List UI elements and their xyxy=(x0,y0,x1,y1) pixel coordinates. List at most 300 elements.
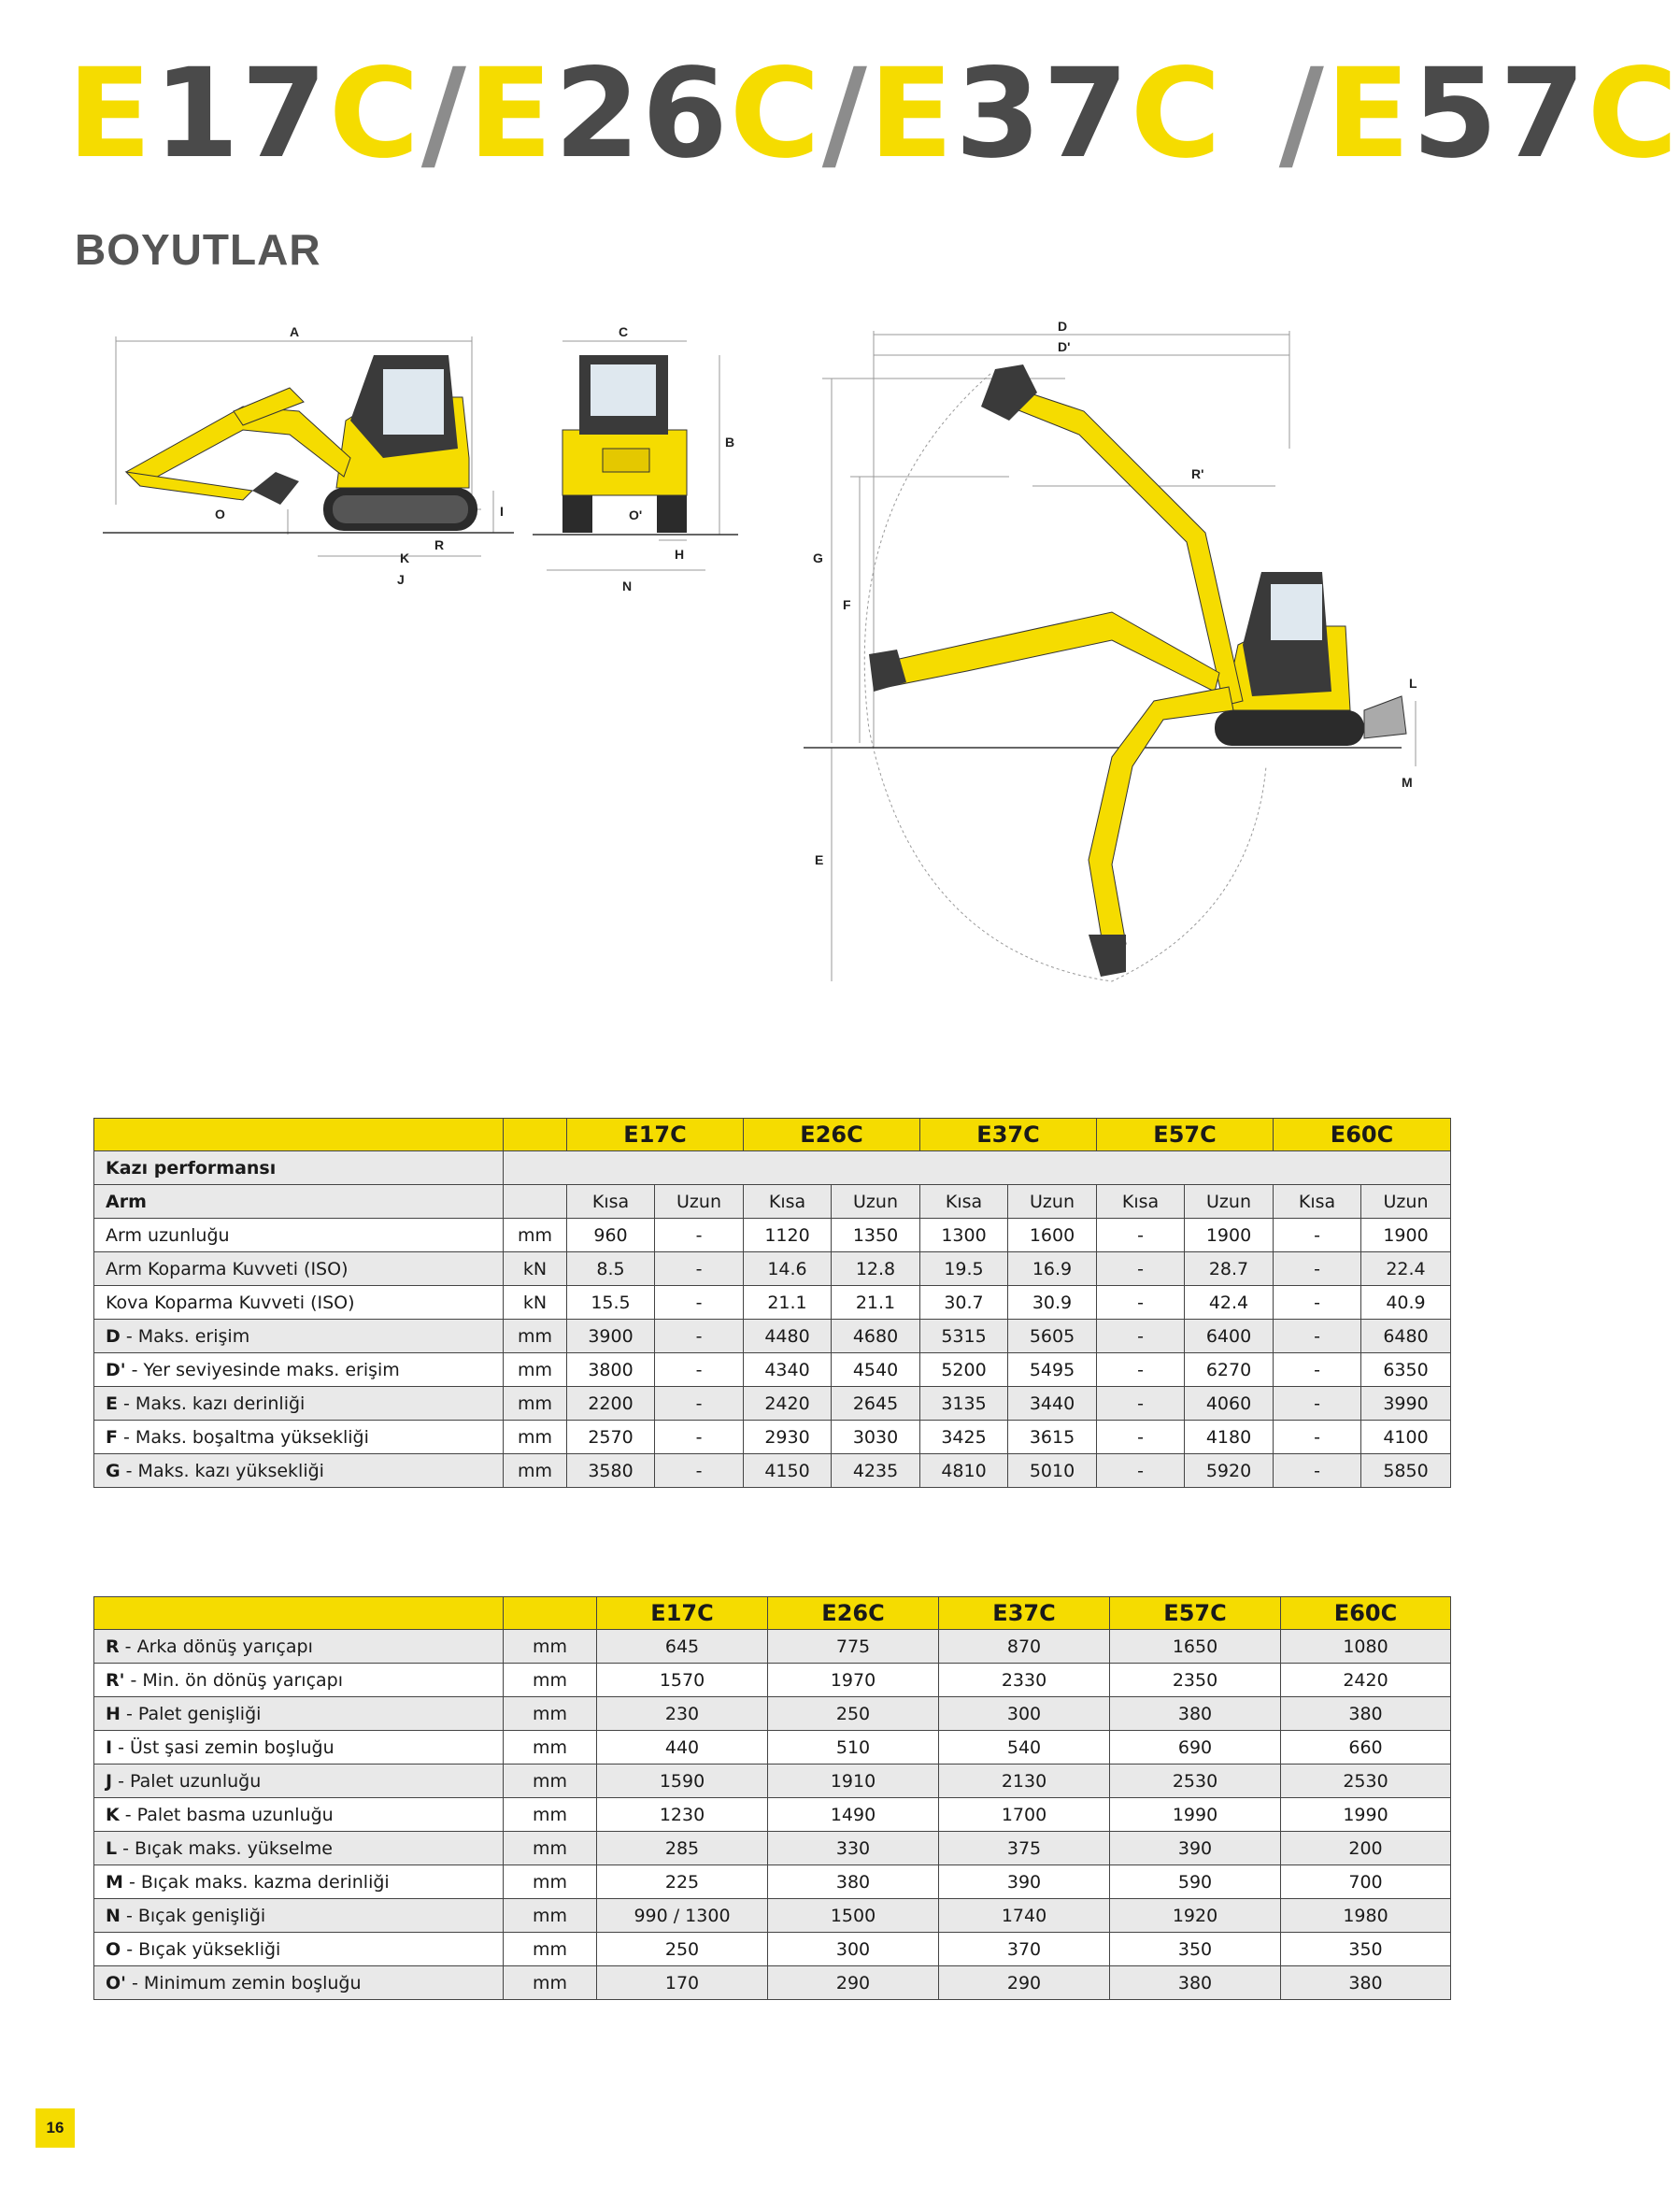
page-number: 16 xyxy=(36,2108,75,2148)
value-cell: 3440 xyxy=(1008,1387,1097,1421)
svg-text:N: N xyxy=(622,579,633,593)
row-label xyxy=(94,1219,504,1252)
row-label-text: - Palet basma uzunluğu xyxy=(119,1804,334,1825)
arm-label: Arm xyxy=(94,1185,504,1219)
svg-text:G: G xyxy=(813,550,823,565)
value-cell: 285 xyxy=(597,1832,768,1865)
group-empty-cell xyxy=(504,1151,1451,1185)
value-cell: 290 xyxy=(768,1966,939,2000)
value-cell: 3580 xyxy=(567,1454,655,1488)
header-empty-cell xyxy=(94,1119,504,1151)
title-part: 26 xyxy=(554,42,730,186)
value-cell: - xyxy=(655,1387,744,1421)
row-unit: mm xyxy=(504,1421,567,1454)
value-cell: 1590 xyxy=(597,1765,768,1798)
value-cell: - xyxy=(1274,1387,1361,1421)
value-cell: 1570 xyxy=(597,1664,768,1697)
value-cell: - xyxy=(1097,1454,1185,1488)
row-label xyxy=(94,1421,504,1454)
header-empty-cell xyxy=(504,1119,567,1151)
svg-text:M: M xyxy=(1402,775,1413,790)
value-cell: 4235 xyxy=(832,1454,920,1488)
model-header: E37C xyxy=(939,1597,1110,1630)
svg-text:J: J xyxy=(397,572,405,587)
value-cell: 2930 xyxy=(744,1421,832,1454)
value-cell: 230 xyxy=(597,1697,768,1731)
value-cell: 250 xyxy=(768,1697,939,1731)
model-header: E26C xyxy=(744,1119,920,1151)
row-unit: mm xyxy=(504,1219,567,1252)
value-cell: 4810 xyxy=(920,1454,1008,1488)
value-cell: 30.9 xyxy=(1008,1286,1097,1320)
row-unit: kN xyxy=(504,1286,567,1320)
title-part: C xyxy=(729,42,822,186)
value-cell: 15.5 xyxy=(567,1286,655,1320)
value-cell: - xyxy=(1097,1320,1185,1353)
value-cell: 350 xyxy=(1281,1933,1451,1966)
row-label-text: Arm uzunluğu xyxy=(106,1224,230,1246)
value-cell: 5495 xyxy=(1008,1353,1097,1387)
value-cell: - xyxy=(1274,1286,1361,1320)
value-cell: 380 xyxy=(1281,1697,1451,1731)
svg-text:K: K xyxy=(400,550,410,565)
table-row xyxy=(94,1252,1451,1286)
svg-text:D: D xyxy=(1058,319,1068,334)
value-cell: - xyxy=(655,1454,744,1488)
row-label-text: - Arka dönüş yarıçapı xyxy=(119,1636,313,1657)
model-header: E57C xyxy=(1110,1597,1281,1630)
title-part: 17 xyxy=(153,42,329,186)
row-label xyxy=(94,1630,504,1664)
arm-type-header: Uzun xyxy=(1185,1185,1274,1219)
row-label xyxy=(94,1933,504,1966)
value-cell: - xyxy=(655,1320,744,1353)
value-cell: 30.7 xyxy=(920,1286,1008,1320)
table-row xyxy=(94,1454,1451,1488)
row-label xyxy=(94,1865,504,1899)
value-cell: 870 xyxy=(939,1630,1110,1664)
row-label xyxy=(94,1798,504,1832)
value-cell: - xyxy=(1274,1219,1361,1252)
value-cell: 510 xyxy=(768,1731,939,1765)
table-row xyxy=(94,1286,1451,1320)
row-label-text: - Maks. boşaltma yüksekliği xyxy=(117,1426,369,1448)
value-cell: - xyxy=(655,1286,744,1320)
title-part: C xyxy=(1130,42,1223,186)
value-cell: 21.1 xyxy=(744,1286,832,1320)
svg-text:C: C xyxy=(619,324,629,339)
value-cell: - xyxy=(1274,1421,1361,1454)
table-row xyxy=(94,1966,1451,2000)
title-part: / xyxy=(1278,42,1326,186)
value-cell: 590 xyxy=(1110,1865,1281,1899)
row-unit: mm xyxy=(504,1697,597,1731)
row-label-text: - Maks. kazı yüksekliği xyxy=(120,1460,324,1481)
table-row xyxy=(94,1765,1451,1798)
row-label xyxy=(94,1353,504,1387)
value-cell: 225 xyxy=(597,1865,768,1899)
value-cell: 5850 xyxy=(1361,1454,1451,1488)
value-cell: 380 xyxy=(1110,1697,1281,1731)
row-label xyxy=(94,1454,504,1488)
arm-type-header: Kısa xyxy=(744,1185,832,1219)
title-part: 57 xyxy=(1412,42,1587,186)
value-cell: 990 / 1300 xyxy=(597,1899,768,1933)
value-cell: 1700 xyxy=(939,1798,1110,1832)
row-code: O xyxy=(106,1938,121,1960)
table-row xyxy=(94,1421,1451,1454)
arm-type-header: Kısa xyxy=(1274,1185,1361,1219)
title-part: C xyxy=(328,42,421,186)
value-cell: 290 xyxy=(939,1966,1110,2000)
value-cell: 1990 xyxy=(1110,1798,1281,1832)
model-header: E37C xyxy=(920,1119,1097,1151)
table-row xyxy=(94,1865,1451,1899)
value-cell: 3425 xyxy=(920,1421,1008,1454)
value-cell: 1650 xyxy=(1110,1630,1281,1664)
unit-empty-cell xyxy=(504,1185,567,1219)
model-header: E57C xyxy=(1097,1119,1274,1151)
value-cell: 380 xyxy=(768,1865,939,1899)
group-title: Kazı performansı xyxy=(94,1151,504,1185)
value-cell: - xyxy=(655,1421,744,1454)
group-row xyxy=(94,1151,1451,1185)
value-cell: 2570 xyxy=(567,1421,655,1454)
svg-text:B: B xyxy=(725,435,735,450)
value-cell: 2350 xyxy=(1110,1664,1281,1697)
value-cell: 1910 xyxy=(768,1765,939,1798)
value-cell: - xyxy=(1097,1421,1185,1454)
row-label-text: Arm Koparma Kuvveti (ISO) xyxy=(106,1258,349,1279)
row-label xyxy=(94,1966,504,2000)
row-label-text: - Palet genişliği xyxy=(120,1703,262,1724)
arm-type-row xyxy=(94,1185,1451,1219)
row-label-text: - Palet uzunluğu xyxy=(112,1770,262,1792)
value-cell: 1230 xyxy=(597,1798,768,1832)
table-row xyxy=(94,1387,1451,1421)
row-label xyxy=(94,1697,504,1731)
value-cell: 375 xyxy=(939,1832,1110,1865)
value-cell: 1080 xyxy=(1281,1630,1451,1664)
table-row xyxy=(94,1899,1451,1933)
row-label-text: - Bıçak maks. kazma derinliği xyxy=(122,1871,390,1893)
row-label-text: - Minimum zemin boşluğu xyxy=(125,1972,362,1993)
value-cell: 4100 xyxy=(1361,1421,1451,1454)
value-cell: 1500 xyxy=(768,1899,939,1933)
value-cell: - xyxy=(1097,1286,1185,1320)
value-cell: - xyxy=(1097,1219,1185,1252)
svg-text:I: I xyxy=(500,504,504,519)
value-cell: 2420 xyxy=(744,1387,832,1421)
value-cell: 5605 xyxy=(1008,1320,1097,1353)
model-header: E26C xyxy=(768,1597,939,1630)
value-cell: 2420 xyxy=(1281,1664,1451,1697)
row-label-text: - Maks. kazı derinliği xyxy=(117,1393,306,1414)
value-cell: 3800 xyxy=(567,1353,655,1387)
value-cell: 775 xyxy=(768,1630,939,1664)
value-cell: 380 xyxy=(1281,1966,1451,2000)
row-label-text: - Maks. erişim xyxy=(120,1325,250,1347)
value-cell: 12.8 xyxy=(832,1252,920,1286)
value-cell: 1900 xyxy=(1361,1219,1451,1252)
svg-text:R': R' xyxy=(1191,466,1204,481)
value-cell: 4340 xyxy=(744,1353,832,1387)
svg-text:D': D' xyxy=(1058,339,1071,354)
row-code: O' xyxy=(106,1972,126,1993)
value-cell: - xyxy=(655,1353,744,1387)
value-cell: 350 xyxy=(1110,1933,1281,1966)
row-unit: mm xyxy=(504,1865,597,1899)
table-row xyxy=(94,1630,1451,1664)
value-cell: 1600 xyxy=(1008,1219,1097,1252)
digging-performance-table xyxy=(93,1118,1451,1488)
value-cell: - xyxy=(1097,1252,1185,1286)
table-row xyxy=(94,1320,1451,1353)
svg-text:A: A xyxy=(290,324,300,339)
row-label-text: - Bıçak yüksekliği xyxy=(121,1938,281,1960)
value-cell: 200 xyxy=(1281,1832,1451,1865)
row-label xyxy=(94,1252,504,1286)
value-cell: 690 xyxy=(1110,1731,1281,1765)
value-cell: 1120 xyxy=(744,1219,832,1252)
row-unit: mm xyxy=(504,1353,567,1387)
svg-text:O: O xyxy=(215,507,225,521)
row-unit: mm xyxy=(504,1387,567,1421)
row-unit: mm xyxy=(504,1832,597,1865)
table-row xyxy=(94,1353,1451,1387)
row-unit: kN xyxy=(504,1252,567,1286)
value-cell: 4680 xyxy=(832,1320,920,1353)
row-label-text: Kova Koparma Kuvveti (ISO) xyxy=(106,1292,355,1313)
title-part: E xyxy=(1325,42,1413,186)
value-cell: 5315 xyxy=(920,1320,1008,1353)
value-cell: - xyxy=(1097,1353,1185,1387)
row-label-text: - Bıçak maks. yükselme xyxy=(117,1837,333,1859)
value-cell: 1970 xyxy=(768,1664,939,1697)
value-cell: 1900 xyxy=(1185,1219,1274,1252)
row-unit: mm xyxy=(504,1320,567,1353)
value-cell: 6270 xyxy=(1185,1353,1274,1387)
value-cell: 3135 xyxy=(920,1387,1008,1421)
value-cell: 40.9 xyxy=(1361,1286,1451,1320)
model-header: E60C xyxy=(1274,1119,1451,1151)
value-cell: - xyxy=(1097,1387,1185,1421)
value-cell: 2530 xyxy=(1281,1765,1451,1798)
row-code: I xyxy=(106,1736,113,1758)
value-cell: 300 xyxy=(768,1933,939,1966)
arm-type-header: Kısa xyxy=(920,1185,1008,1219)
value-cell: 42.4 xyxy=(1185,1286,1274,1320)
title-part: / xyxy=(420,42,468,186)
value-cell: 1490 xyxy=(768,1798,939,1832)
row-code: M xyxy=(106,1871,123,1893)
row-unit: mm xyxy=(504,1933,597,1966)
header-empty-cell xyxy=(94,1597,504,1630)
row-code: E xyxy=(106,1393,118,1414)
value-cell: - xyxy=(1274,1252,1361,1286)
row-code: G xyxy=(106,1460,121,1481)
value-cell: 540 xyxy=(939,1731,1110,1765)
svg-text:R: R xyxy=(434,537,445,552)
value-cell: 22.4 xyxy=(1361,1252,1451,1286)
value-cell: 250 xyxy=(597,1933,768,1966)
row-label xyxy=(94,1286,504,1320)
svg-text:H: H xyxy=(675,547,685,562)
svg-text:O': O' xyxy=(629,507,643,522)
title-part: 37 xyxy=(955,42,1131,186)
row-code: D xyxy=(106,1325,121,1347)
value-cell: 5200 xyxy=(920,1353,1008,1387)
arm-type-header: Uzun xyxy=(832,1185,920,1219)
title-part: E xyxy=(67,42,154,186)
arm-type-header: Kısa xyxy=(1097,1185,1185,1219)
title-part: C xyxy=(1587,42,1680,186)
row-code: D' xyxy=(106,1359,126,1380)
table-row xyxy=(94,1798,1451,1832)
value-cell: 645 xyxy=(597,1630,768,1664)
row-unit: mm xyxy=(504,1966,597,2000)
row-label xyxy=(94,1765,504,1798)
table-row xyxy=(94,1731,1451,1765)
row-label xyxy=(94,1664,504,1697)
row-label-text: - Yer seviyesinde maks. erişim xyxy=(125,1359,400,1380)
row-label xyxy=(94,1387,504,1421)
table-row xyxy=(94,1664,1451,1697)
value-cell: - xyxy=(655,1219,744,1252)
value-cell: 660 xyxy=(1281,1731,1451,1765)
dimensions-table xyxy=(93,1596,1451,2000)
value-cell: 170 xyxy=(597,1966,768,2000)
value-cell: 21.1 xyxy=(832,1286,920,1320)
row-code: J xyxy=(106,1770,113,1792)
table-row xyxy=(94,1832,1451,1865)
value-cell: 440 xyxy=(597,1731,768,1765)
value-cell: 19.5 xyxy=(920,1252,1008,1286)
row-code: H xyxy=(106,1703,121,1724)
row-unit: mm xyxy=(504,1630,597,1664)
row-unit: mm xyxy=(504,1664,597,1697)
row-unit: mm xyxy=(504,1899,597,1933)
model-header: E60C xyxy=(1281,1597,1451,1630)
header-empty-cell xyxy=(504,1597,597,1630)
row-unit: mm xyxy=(504,1731,597,1765)
arm-type-header: Kısa xyxy=(567,1185,655,1219)
title-part: / xyxy=(821,42,869,186)
table-row xyxy=(94,1219,1451,1252)
row-label-text: - Üst şasi zemin boşluğu xyxy=(112,1736,335,1758)
value-cell: 5920 xyxy=(1185,1454,1274,1488)
row-label xyxy=(94,1832,504,1865)
value-cell: 2130 xyxy=(939,1765,1110,1798)
row-unit: mm xyxy=(504,1765,597,1798)
value-cell: 3900 xyxy=(567,1320,655,1353)
value-cell: 1920 xyxy=(1110,1899,1281,1933)
row-code: R xyxy=(106,1636,120,1657)
arm-type-header: Uzun xyxy=(1008,1185,1097,1219)
value-cell: 2200 xyxy=(567,1387,655,1421)
value-cell: - xyxy=(655,1252,744,1286)
section-heading: BOYUTLAR xyxy=(75,225,321,274)
svg-text:F: F xyxy=(843,597,851,612)
value-cell: 3030 xyxy=(832,1421,920,1454)
value-cell: 1980 xyxy=(1281,1899,1451,1933)
row-code: R' xyxy=(106,1669,125,1691)
svg-text:L: L xyxy=(1409,676,1417,691)
arm-type-header: Uzun xyxy=(1361,1185,1451,1219)
value-cell: 3615 xyxy=(1008,1421,1097,1454)
value-cell: 370 xyxy=(939,1933,1110,1966)
svg-text:E: E xyxy=(815,852,824,867)
value-cell: 4540 xyxy=(832,1353,920,1387)
value-cell: 960 xyxy=(567,1219,655,1252)
model-header: E17C xyxy=(597,1597,768,1630)
row-code: F xyxy=(106,1426,118,1448)
row-label xyxy=(94,1731,504,1765)
value-cell: - xyxy=(1274,1320,1361,1353)
value-cell: 2645 xyxy=(832,1387,920,1421)
side-view-diagram xyxy=(103,318,514,598)
value-cell: 8.5 xyxy=(567,1252,655,1286)
row-code: K xyxy=(106,1804,120,1825)
rear-view-diagram xyxy=(533,318,738,598)
value-cell: 14.6 xyxy=(744,1252,832,1286)
value-cell: - xyxy=(1274,1454,1361,1488)
row-label-text: - Bıçak genişliği xyxy=(120,1905,266,1926)
value-cell: 390 xyxy=(939,1865,1110,1899)
table-row xyxy=(94,1697,1451,1731)
value-cell: 6480 xyxy=(1361,1320,1451,1353)
value-cell: 330 xyxy=(768,1832,939,1865)
value-cell: 4150 xyxy=(744,1454,832,1488)
model-header-row xyxy=(94,1597,1451,1630)
value-cell: 4180 xyxy=(1185,1421,1274,1454)
row-unit: mm xyxy=(504,1798,597,1832)
arm-type-header: Uzun xyxy=(655,1185,744,1219)
value-cell: 2530 xyxy=(1110,1765,1281,1798)
title-part: E xyxy=(868,42,956,186)
working-range-diagram xyxy=(804,318,1439,991)
value-cell: - xyxy=(1274,1353,1361,1387)
row-code: N xyxy=(106,1905,121,1926)
value-cell: 1300 xyxy=(920,1219,1008,1252)
model-header-row xyxy=(94,1119,1451,1151)
value-cell: 1990 xyxy=(1281,1798,1451,1832)
row-label xyxy=(94,1320,504,1353)
row-label-text: - Min. ön dönüş yarıçapı xyxy=(124,1669,344,1691)
page-title xyxy=(67,42,1680,186)
row-unit: mm xyxy=(504,1454,567,1488)
row-label xyxy=(94,1899,504,1933)
value-cell: 1350 xyxy=(832,1219,920,1252)
value-cell: 28.7 xyxy=(1185,1252,1274,1286)
value-cell: 4480 xyxy=(744,1320,832,1353)
value-cell: 5010 xyxy=(1008,1454,1097,1488)
value-cell: 390 xyxy=(1110,1832,1281,1865)
value-cell: 2330 xyxy=(939,1664,1110,1697)
value-cell: 700 xyxy=(1281,1865,1451,1899)
title-part: E xyxy=(467,42,555,186)
table-row xyxy=(94,1933,1451,1966)
value-cell: 3990 xyxy=(1361,1387,1451,1421)
value-cell: 380 xyxy=(1110,1966,1281,2000)
value-cell: 4060 xyxy=(1185,1387,1274,1421)
value-cell: 6400 xyxy=(1185,1320,1274,1353)
value-cell: 1740 xyxy=(939,1899,1110,1933)
value-cell: 16.9 xyxy=(1008,1252,1097,1286)
value-cell: 6350 xyxy=(1361,1353,1451,1387)
value-cell: 300 xyxy=(939,1697,1110,1731)
model-header: E17C xyxy=(567,1119,744,1151)
